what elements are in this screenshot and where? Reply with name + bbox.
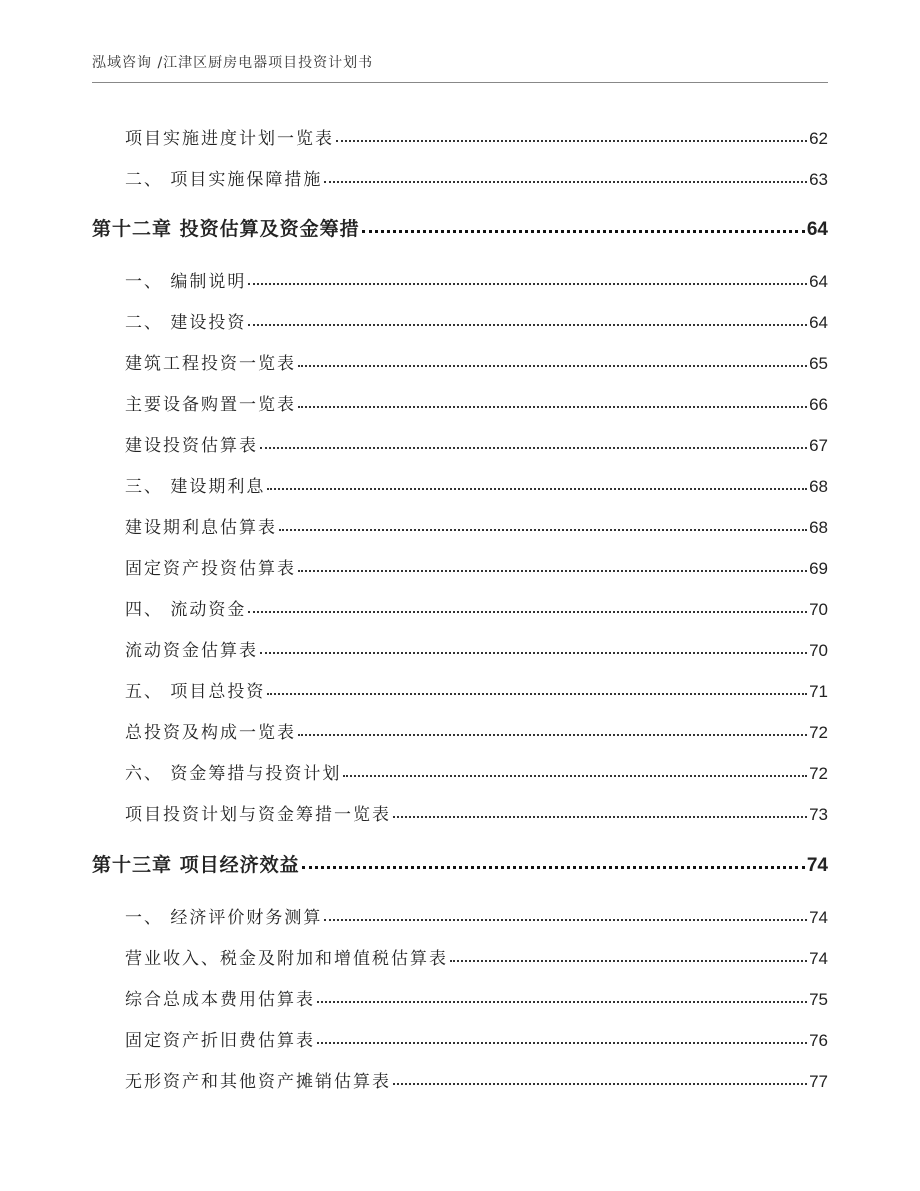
toc-entry[interactable]	[125, 944, 828, 969]
toc-entry-title: 六、 资金筹措与投资计划	[125, 764, 342, 784]
toc-entry-title: 项目实施进度计划一览表	[125, 129, 334, 149]
toc-entry-title: 建设投资估算表	[125, 436, 258, 456]
toc-entry[interactable]	[125, 390, 828, 415]
toc-chapter-entry[interactable]	[92, 850, 828, 877]
toc-entry-title: 主要设备购置一览表	[125, 395, 296, 415]
toc-leader-dots	[279, 528, 807, 531]
toc-leader-dots	[248, 610, 807, 613]
toc-leader-dots	[450, 959, 807, 962]
toc-entry-title: 无形资产和其他资产摊销估算表	[125, 1072, 391, 1092]
toc-leader-dots	[298, 405, 807, 408]
toc-entry-page: 75	[809, 990, 828, 1009]
toc-entry-page: 71	[809, 682, 828, 701]
toc-entry-title: 三、 建设期利息	[125, 477, 266, 497]
toc-entry[interactable]	[125, 267, 828, 292]
toc-entry-page: 68	[809, 477, 828, 496]
toc-entry-title: 二、 项目实施保障措施	[125, 170, 323, 190]
toc-leader-dots	[317, 1000, 807, 1003]
toc-entry-page: 67	[809, 436, 828, 455]
page-header: 泓域咨询 /江津区厨房电器项目投资计划书	[92, 55, 374, 71]
toc-entry-page: 73	[809, 805, 828, 824]
toc-chapter-title: 第十二章 投资估算及资金筹措	[92, 218, 360, 240]
toc-entry-page: 69	[809, 559, 828, 578]
toc-chapter-title: 第十三章 项目经济效益	[92, 854, 300, 876]
toc-leader-dots	[324, 180, 807, 183]
toc-entry-title: 流动资金估算表	[125, 641, 258, 661]
toc-entry[interactable]	[125, 554, 828, 579]
toc-leader-dots	[302, 865, 805, 869]
toc-chapter-entry[interactable]	[92, 214, 828, 241]
toc-entry-page: 72	[809, 723, 828, 742]
toc-entry[interactable]	[125, 985, 828, 1010]
toc-leader-dots	[248, 323, 807, 326]
toc-leader-dots	[260, 446, 807, 449]
toc-entry-page: 64	[809, 272, 828, 291]
toc-entry[interactable]	[125, 677, 828, 702]
toc-entry-page: 70	[809, 641, 828, 660]
toc-leader-dots	[343, 774, 807, 777]
toc-entry-page: 65	[809, 354, 828, 373]
toc-entry-title: 固定资产折旧费估算表	[125, 1031, 315, 1051]
toc-leader-dots	[248, 282, 807, 285]
toc-chapter-page: 64	[806, 219, 828, 240]
toc-entry[interactable]	[125, 759, 828, 784]
toc-entry-page: 70	[809, 600, 828, 619]
toc-chapter-page: 74	[806, 855, 828, 876]
toc-entry[interactable]	[125, 1026, 828, 1051]
toc-leader-dots	[298, 733, 807, 736]
header-divider	[92, 82, 828, 83]
toc-entry-title: 四、 流动资金	[125, 600, 247, 620]
toc-entry[interactable]	[125, 513, 828, 538]
toc-leader-dots	[260, 651, 807, 654]
toc-entry-page: 64	[809, 313, 828, 332]
toc-entry-page: 77	[809, 1072, 828, 1091]
toc-entry-title: 综合总成本费用估算表	[125, 990, 315, 1010]
toc-entry-title: 固定资产投资估算表	[125, 559, 296, 579]
toc-leader-dots	[298, 569, 807, 572]
toc-entry-title: 项目投资计划与资金筹措一览表	[125, 805, 391, 825]
toc-entry[interactable]	[125, 308, 828, 333]
toc-entry-page: 72	[809, 764, 828, 783]
toc-leader-dots	[393, 1082, 807, 1085]
toc-leader-dots	[362, 229, 805, 233]
toc-entry[interactable]	[125, 800, 828, 825]
toc-entry-page: 63	[809, 170, 828, 189]
toc-entry[interactable]	[125, 165, 828, 190]
toc-entry-page: 62	[809, 129, 828, 148]
toc-entry-title: 建设期利息估算表	[125, 518, 277, 538]
toc-entry-title: 营业收入、税金及附加和增值税估算表	[125, 949, 448, 969]
toc-entry[interactable]	[125, 124, 828, 149]
toc-entry[interactable]	[125, 1067, 828, 1092]
toc-entry-title: 一、 经济评价财务测算	[125, 908, 323, 928]
toc-entry-title: 二、 建设投资	[125, 313, 247, 333]
toc-entry-page: 74	[809, 908, 828, 927]
toc-leader-dots	[298, 364, 807, 367]
toc-entry[interactable]	[125, 349, 828, 374]
toc-entry[interactable]	[125, 595, 828, 620]
toc-entry-page: 74	[809, 949, 828, 968]
toc-entry[interactable]	[125, 636, 828, 661]
toc-leader-dots	[336, 139, 807, 142]
toc-entry-title: 总投资及构成一览表	[125, 723, 296, 743]
toc-entry-page: 66	[809, 395, 828, 414]
toc-leader-dots	[324, 918, 807, 921]
toc-entry[interactable]	[125, 431, 828, 456]
toc-leader-dots	[267, 487, 807, 490]
toc-entry-title: 一、 编制说明	[125, 272, 247, 292]
toc-entry[interactable]	[125, 472, 828, 497]
toc-entry-title: 五、 项目总投资	[125, 682, 266, 702]
toc-leader-dots	[317, 1041, 807, 1044]
toc-entry-page: 68	[809, 518, 828, 537]
toc-entry[interactable]	[125, 903, 828, 928]
toc-entry[interactable]	[125, 718, 828, 743]
toc-leader-dots	[267, 692, 807, 695]
toc-leader-dots	[393, 815, 807, 818]
toc-entry-page: 76	[809, 1031, 828, 1050]
toc-entry-title: 建筑工程投资一览表	[125, 354, 296, 374]
